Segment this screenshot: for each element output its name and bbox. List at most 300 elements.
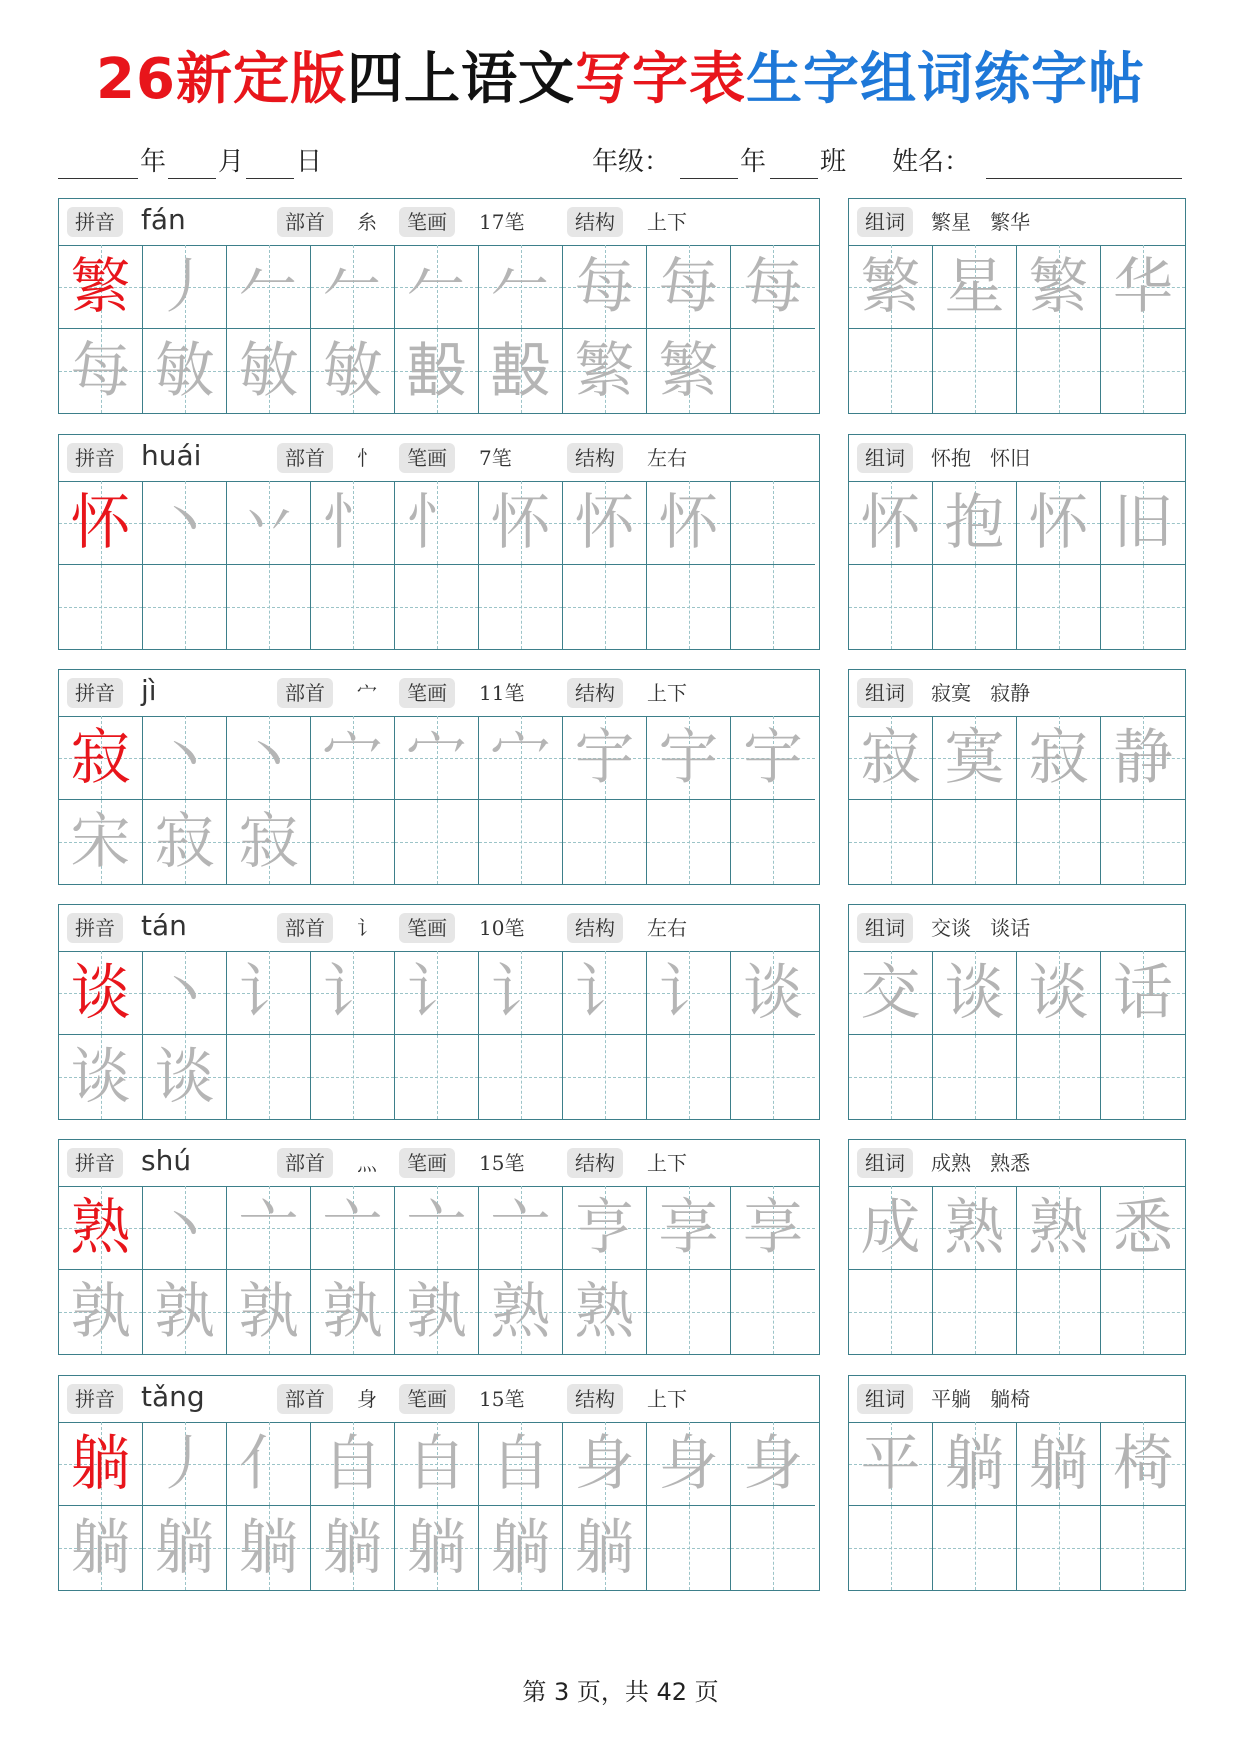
- word-writing-cell[interactable]: [1101, 716, 1185, 800]
- writing-cell[interactable]: [59, 1422, 143, 1506]
- writing-cell[interactable]: [479, 951, 563, 1035]
- writing-cell[interactable]: [731, 1186, 815, 1270]
- stroke-order-step: 躺: [322, 1513, 383, 1583]
- writing-cell[interactable]: [479, 565, 563, 649]
- word-writing-cell[interactable]: [933, 951, 1017, 1035]
- word-writing-cell[interactable]: [849, 565, 933, 649]
- writing-cell[interactable]: [479, 1186, 563, 1270]
- word-header: [849, 905, 1185, 952]
- word-practice-block: [848, 198, 1186, 414]
- words-value: 怀抱 怀旧: [931, 446, 1031, 470]
- word-writing-cell[interactable]: [933, 1035, 1017, 1119]
- word-writing-cell[interactable]: [849, 329, 933, 413]
- word-writing-cell[interactable]: [933, 1422, 1017, 1506]
- writing-cell[interactable]: [143, 481, 227, 565]
- word-character: 旧: [1113, 488, 1173, 558]
- writing-cell[interactable]: [311, 1035, 395, 1119]
- writing-cell[interactable]: [731, 951, 815, 1035]
- word-writing-cell[interactable]: [849, 1270, 933, 1354]
- stroke-order-step: 𠂉: [322, 252, 383, 322]
- writing-cell[interactable]: [311, 329, 395, 413]
- stroke-order-step: 躺: [490, 1513, 551, 1583]
- words-label: 组词: [857, 678, 913, 708]
- words-label: 组词: [857, 913, 913, 943]
- word-character: 怀: [1028, 488, 1089, 558]
- writing-cell[interactable]: [563, 1422, 647, 1506]
- word-writing-cell[interactable]: [849, 716, 933, 800]
- stroke-order-step: 丶: [154, 1193, 215, 1263]
- day-blank[interactable]: [246, 178, 294, 179]
- word-writing-cell[interactable]: [1101, 1506, 1185, 1590]
- stroke-order-step: 谈: [743, 958, 803, 1028]
- writing-cell[interactable]: [563, 329, 647, 413]
- word-character: 谈: [1028, 958, 1089, 1028]
- word-writing-cell[interactable]: [1101, 481, 1185, 565]
- model-character: 熟: [70, 1193, 131, 1263]
- stroke-order-step: 丶: [154, 723, 215, 793]
- stroke-order-step: 𣪠: [406, 336, 467, 406]
- writing-cell[interactable]: [395, 565, 479, 649]
- stroke-order-step: 孰: [406, 1277, 467, 1347]
- stroke-order-step: 身: [743, 1429, 803, 1499]
- structure-value: 上下: [647, 1151, 687, 1175]
- class-blank[interactable]: [770, 178, 818, 179]
- char-info-header: [59, 1140, 819, 1187]
- char-info-header: [59, 199, 819, 246]
- writing-cell[interactable]: [227, 951, 311, 1035]
- structure-value: 上下: [647, 210, 687, 234]
- writing-cell[interactable]: [479, 800, 563, 884]
- word-header: [849, 1140, 1185, 1187]
- day-label: 日: [296, 147, 323, 177]
- word-writing-cell[interactable]: [1017, 716, 1101, 800]
- grade-year-blank[interactable]: [680, 178, 738, 179]
- word-writing-cell[interactable]: [933, 1186, 1017, 1270]
- stroke-order-step: 宀: [322, 723, 383, 793]
- practice-block: [58, 434, 820, 650]
- writing-cell[interactable]: [143, 716, 227, 800]
- writing-cell[interactable]: [647, 1035, 731, 1119]
- writing-cell[interactable]: [647, 565, 731, 649]
- writing-cell[interactable]: [563, 1270, 647, 1354]
- writing-cell[interactable]: [143, 565, 227, 649]
- stroke-order-step: 讠: [406, 958, 467, 1028]
- word-character: 寂: [1028, 723, 1089, 793]
- writing-cell[interactable]: [227, 1186, 311, 1270]
- writing-cell[interactable]: [143, 1270, 227, 1354]
- writing-cell[interactable]: [647, 716, 731, 800]
- stroke-order-step: 讠: [322, 958, 383, 1028]
- writing-cell[interactable]: [731, 1422, 815, 1506]
- word-writing-cell[interactable]: [933, 245, 1017, 329]
- word-writing-cell[interactable]: [1017, 1270, 1101, 1354]
- stroke-order-step: 自: [406, 1429, 467, 1499]
- stroke-order-step: 躺: [574, 1513, 635, 1583]
- month-label: 月: [218, 147, 245, 177]
- stroke-order-step: 每: [658, 252, 719, 322]
- word-writing-cell[interactable]: [933, 1506, 1017, 1590]
- word-writing-cell[interactable]: [1101, 1186, 1185, 1270]
- strokes-label: 笔画: [399, 913, 455, 943]
- stroke-order-step: 孰: [322, 1277, 383, 1347]
- writing-cell[interactable]: [143, 1422, 227, 1506]
- name-blank[interactable]: [986, 178, 1182, 179]
- words-value: 交谈 谈话: [931, 916, 1031, 940]
- writing-cell[interactable]: [311, 1506, 395, 1590]
- stroke-order-step: 忄: [322, 488, 383, 558]
- writing-cell[interactable]: [647, 1270, 731, 1354]
- pinyin-value: tǎng: [141, 1380, 205, 1413]
- word-writing-cell[interactable]: [1101, 245, 1185, 329]
- writing-cell[interactable]: [59, 716, 143, 800]
- word-character: 华: [1113, 252, 1173, 322]
- writing-cell[interactable]: [311, 245, 395, 329]
- practice-block: [58, 198, 820, 414]
- writing-cell[interactable]: [143, 1506, 227, 1590]
- page-title: [0, 40, 1241, 120]
- stroke-order-step: 宀: [406, 723, 467, 793]
- writing-cell[interactable]: [479, 329, 563, 413]
- writing-cell[interactable]: [227, 1506, 311, 1590]
- writing-cell[interactable]: [311, 800, 395, 884]
- stroke-order-step: 亠: [322, 1193, 383, 1263]
- writing-cell[interactable]: [395, 1186, 479, 1270]
- writing-cell[interactable]: [395, 329, 479, 413]
- stroke-order-step: 孰: [238, 1277, 299, 1347]
- word-writing-cell[interactable]: [849, 1035, 933, 1119]
- writing-cell[interactable]: [143, 800, 227, 884]
- structure-label: 结构: [567, 1148, 623, 1178]
- writing-cell[interactable]: [395, 800, 479, 884]
- word-writing-cell[interactable]: [1017, 481, 1101, 565]
- writing-cell[interactable]: [563, 951, 647, 1035]
- pinyin-value: fán: [141, 203, 186, 236]
- writing-cell[interactable]: [227, 1422, 311, 1506]
- writing-cell[interactable]: [731, 800, 815, 884]
- writing-cell[interactable]: [227, 565, 311, 649]
- stroke-order-step: 自: [322, 1429, 383, 1499]
- writing-cell[interactable]: [59, 1506, 143, 1590]
- word-writing-cell[interactable]: [1017, 565, 1101, 649]
- word-writing-cell[interactable]: [1017, 1422, 1101, 1506]
- writing-cell[interactable]: [311, 565, 395, 649]
- radical-value: 忄: [357, 446, 377, 470]
- writing-cell[interactable]: [479, 716, 563, 800]
- writing-cell[interactable]: [479, 481, 563, 565]
- writing-cell[interactable]: [227, 1270, 311, 1354]
- word-writing-cell[interactable]: [1101, 1035, 1185, 1119]
- stroke-order-step: 忄: [406, 488, 467, 558]
- stroke-order-step: 躺: [238, 1513, 299, 1583]
- stroke-order-step: 宋: [70, 807, 131, 877]
- writing-cell[interactable]: [731, 1270, 815, 1354]
- pinyin-label: 拼音: [67, 443, 123, 473]
- stroke-order-step: 寂: [154, 807, 215, 877]
- writing-cell[interactable]: [563, 716, 647, 800]
- strokes-label: 笔画: [399, 443, 455, 473]
- word-character: 交: [860, 958, 921, 1028]
- word-writing-cell[interactable]: [849, 1186, 933, 1270]
- word-practice-block: [848, 434, 1186, 650]
- radical-label: 部首: [277, 678, 333, 708]
- radical-value: 宀: [357, 681, 377, 705]
- char-info-header: [59, 670, 819, 717]
- writing-cell[interactable]: [227, 800, 311, 884]
- writing-cell[interactable]: [395, 481, 479, 565]
- strokes-label: 笔画: [399, 678, 455, 708]
- char-info-header: [59, 1376, 819, 1423]
- word-character: 寂: [860, 723, 921, 793]
- name-label: 姓名：: [892, 147, 971, 177]
- writing-cell[interactable]: [563, 1506, 647, 1590]
- writing-cell[interactable]: [143, 1186, 227, 1270]
- writing-cell[interactable]: [311, 1422, 395, 1506]
- writing-cell[interactable]: [143, 329, 227, 413]
- writing-cell[interactable]: [563, 1186, 647, 1270]
- grade-year-label: 年: [740, 147, 767, 177]
- writing-cell[interactable]: [647, 800, 731, 884]
- words-value: 繁星 繁华: [931, 210, 1031, 234]
- word-writing-cell[interactable]: [849, 1506, 933, 1590]
- writing-cell[interactable]: [59, 1186, 143, 1270]
- pinyin-label: 拼音: [67, 1148, 123, 1178]
- writing-cell[interactable]: [731, 565, 815, 649]
- word-writing-cell[interactable]: [1101, 951, 1185, 1035]
- word-writing-cell[interactable]: [1101, 1422, 1185, 1506]
- writing-cell[interactable]: [563, 565, 647, 649]
- structure-label: 结构: [567, 678, 623, 708]
- writing-cell[interactable]: [395, 1035, 479, 1119]
- word-writing-cell[interactable]: [849, 1422, 933, 1506]
- writing-cell[interactable]: [647, 1506, 731, 1590]
- writing-cell[interactable]: [311, 716, 395, 800]
- word-writing-cell[interactable]: [849, 951, 933, 1035]
- writing-cell[interactable]: [395, 1506, 479, 1590]
- strokes-value: 15笔: [479, 1151, 525, 1175]
- word-writing-cell[interactable]: [849, 245, 933, 329]
- model-character: 繁: [70, 252, 131, 322]
- writing-cell[interactable]: [395, 1422, 479, 1506]
- structure-label: 结构: [567, 913, 623, 943]
- writing-cell[interactable]: [59, 1270, 143, 1354]
- radical-label: 部首: [277, 443, 333, 473]
- writing-cell[interactable]: [479, 1506, 563, 1590]
- stroke-order-step: 怀: [490, 488, 551, 558]
- writing-cell[interactable]: [395, 245, 479, 329]
- year-blank[interactable]: [58, 178, 138, 179]
- writing-cell[interactable]: [143, 1035, 227, 1119]
- writing-cell[interactable]: [647, 951, 731, 1035]
- word-writing-cell[interactable]: [1101, 800, 1185, 884]
- stroke-order-step: 宇: [743, 723, 803, 793]
- structure-label: 结构: [567, 1384, 623, 1414]
- word-writing-cell[interactable]: [849, 481, 933, 565]
- word-writing-cell[interactable]: [1101, 565, 1185, 649]
- practice-block: [58, 1139, 820, 1355]
- month-blank[interactable]: [168, 178, 216, 179]
- writing-cell[interactable]: [59, 565, 143, 649]
- word-character: 寞: [944, 723, 1005, 793]
- structure-value: 上下: [647, 681, 687, 705]
- word-character: 星: [944, 252, 1005, 322]
- stroke-order-step: 讠: [490, 958, 551, 1028]
- words-value: 寂寞 寂静: [931, 681, 1031, 705]
- writing-cell[interactable]: [647, 481, 731, 565]
- stroke-order-step: 敏: [154, 336, 215, 406]
- writing-cell[interactable]: [59, 329, 143, 413]
- word-writing-cell[interactable]: [1017, 329, 1101, 413]
- writing-cell[interactable]: [311, 1270, 395, 1354]
- word-writing-cell[interactable]: [1017, 1035, 1101, 1119]
- stroke-order-step: 𠂉: [490, 252, 551, 322]
- writing-cell[interactable]: [227, 245, 311, 329]
- radical-label: 部首: [277, 1148, 333, 1178]
- stroke-order-step: 亻: [238, 1429, 299, 1499]
- word-character: 繁: [1028, 252, 1089, 322]
- writing-cell[interactable]: [479, 1035, 563, 1119]
- words-value: 成熟 熟悉: [931, 1151, 1031, 1175]
- writing-cell[interactable]: [227, 1035, 311, 1119]
- word-writing-cell[interactable]: [1101, 1270, 1185, 1354]
- stroke-order-step: 怀: [658, 488, 719, 558]
- word-character: 躺: [1028, 1429, 1089, 1499]
- stroke-order-step: 敏: [322, 336, 383, 406]
- word-character: 椅: [1113, 1429, 1173, 1499]
- practice-block: [58, 669, 820, 885]
- word-header: [849, 1376, 1185, 1423]
- writing-cell[interactable]: [647, 1186, 731, 1270]
- stroke-order-step: 讠: [238, 958, 299, 1028]
- writing-cell[interactable]: [395, 716, 479, 800]
- word-writing-cell[interactable]: [1017, 245, 1101, 329]
- pinyin-value: huái: [141, 439, 202, 472]
- pinyin-value: shú: [141, 1144, 192, 1177]
- strokes-label: 笔画: [399, 1384, 455, 1414]
- stroke-order-step: 𣪠: [490, 336, 551, 406]
- writing-cell[interactable]: [59, 1035, 143, 1119]
- writing-cell[interactable]: [731, 716, 815, 800]
- stroke-order-step: 丷: [238, 488, 299, 558]
- pinyin-label: 拼音: [67, 1384, 123, 1414]
- pinyin-value: tán: [141, 909, 187, 942]
- word-character: 成: [860, 1193, 921, 1263]
- writing-cell[interactable]: [143, 951, 227, 1035]
- practice-block: [58, 904, 820, 1120]
- writing-cell[interactable]: [563, 245, 647, 329]
- word-writing-cell[interactable]: [1017, 1506, 1101, 1590]
- stroke-order-step: 每: [743, 252, 803, 322]
- word-character: 熟: [944, 1193, 1005, 1263]
- writing-cell[interactable]: [731, 1506, 815, 1590]
- writing-cell[interactable]: [395, 1270, 479, 1354]
- writing-cell[interactable]: [143, 245, 227, 329]
- radical-value: 身: [357, 1387, 377, 1411]
- writing-cell[interactable]: [731, 1035, 815, 1119]
- writing-cell[interactable]: [731, 481, 815, 565]
- stroke-order-step: 每: [70, 336, 131, 406]
- word-practice-block: [848, 1375, 1186, 1591]
- strokes-label: 笔画: [399, 1148, 455, 1178]
- date-name-line: [58, 140, 1183, 184]
- writing-cell[interactable]: [647, 245, 731, 329]
- writing-cell[interactable]: [479, 245, 563, 329]
- writing-cell[interactable]: [563, 481, 647, 565]
- word-writing-cell[interactable]: [1017, 1186, 1101, 1270]
- writing-cell[interactable]: [395, 951, 479, 1035]
- writing-cell[interactable]: [563, 800, 647, 884]
- writing-cell[interactable]: [647, 329, 731, 413]
- writing-cell[interactable]: [311, 481, 395, 565]
- writing-cell[interactable]: [731, 245, 815, 329]
- writing-cell[interactable]: [479, 1422, 563, 1506]
- writing-cell[interactable]: [59, 800, 143, 884]
- year-label: 年: [140, 147, 167, 177]
- title-part-3: 写字表: [574, 47, 746, 112]
- word-practice-block: [848, 904, 1186, 1120]
- stroke-order-step: 繁: [658, 336, 719, 406]
- word-writing-cell[interactable]: [1017, 800, 1101, 884]
- writing-cell[interactable]: [311, 951, 395, 1035]
- word-writing-cell[interactable]: [1017, 951, 1101, 1035]
- writing-cell[interactable]: [731, 329, 815, 413]
- writing-cell[interactable]: [59, 245, 143, 329]
- model-character: 躺: [70, 1429, 131, 1499]
- stroke-order-step: 讠: [574, 958, 635, 1028]
- stroke-order-step: 讠: [658, 958, 719, 1028]
- writing-cell[interactable]: [479, 1270, 563, 1354]
- words-label: 组词: [857, 1148, 913, 1178]
- writing-cell[interactable]: [563, 1035, 647, 1119]
- writing-cell[interactable]: [311, 1186, 395, 1270]
- writing-cell[interactable]: [647, 1422, 731, 1506]
- word-writing-cell[interactable]: [933, 800, 1017, 884]
- writing-cell[interactable]: [59, 951, 143, 1035]
- radical-value: 糸: [357, 210, 377, 234]
- stroke-order-step: 亨: [574, 1193, 635, 1263]
- title-part-2: 四上语文: [346, 47, 575, 112]
- stroke-order-step: 亠: [238, 1193, 299, 1263]
- strokes-label: 笔画: [399, 207, 455, 237]
- model-character: 寂: [70, 723, 131, 793]
- stroke-order-step: 谈: [70, 1042, 131, 1112]
- char-info-header: [59, 905, 819, 952]
- pinyin-value: jì: [141, 674, 157, 707]
- word-character: 熟: [1028, 1193, 1089, 1263]
- words-label: 组词: [857, 207, 913, 237]
- word-character: 躺: [944, 1429, 1005, 1499]
- radical-label: 部首: [277, 207, 333, 237]
- word-writing-cell[interactable]: [933, 716, 1017, 800]
- stroke-order-step: 每: [574, 252, 635, 322]
- writing-cell[interactable]: [227, 329, 311, 413]
- writing-cell[interactable]: [227, 716, 311, 800]
- word-writing-cell[interactable]: [933, 481, 1017, 565]
- writing-cell[interactable]: [227, 481, 311, 565]
- writing-cell[interactable]: [59, 481, 143, 565]
- word-writing-cell[interactable]: [849, 800, 933, 884]
- word-practice-block: [848, 1139, 1186, 1355]
- title-part-4: 生字组词练字帖: [745, 47, 1145, 112]
- words-value: 平躺 躺椅: [931, 1387, 1031, 1411]
- stroke-order-step: 寂: [238, 807, 299, 877]
- structure-label: 结构: [567, 207, 623, 237]
- word-writing-cell[interactable]: [933, 329, 1017, 413]
- word-writing-cell[interactable]: [1101, 329, 1185, 413]
- word-writing-cell[interactable]: [933, 1270, 1017, 1354]
- stroke-order-step: 丿: [154, 1429, 215, 1499]
- stroke-order-step: 孰: [154, 1277, 215, 1347]
- word-writing-cell[interactable]: [933, 565, 1017, 649]
